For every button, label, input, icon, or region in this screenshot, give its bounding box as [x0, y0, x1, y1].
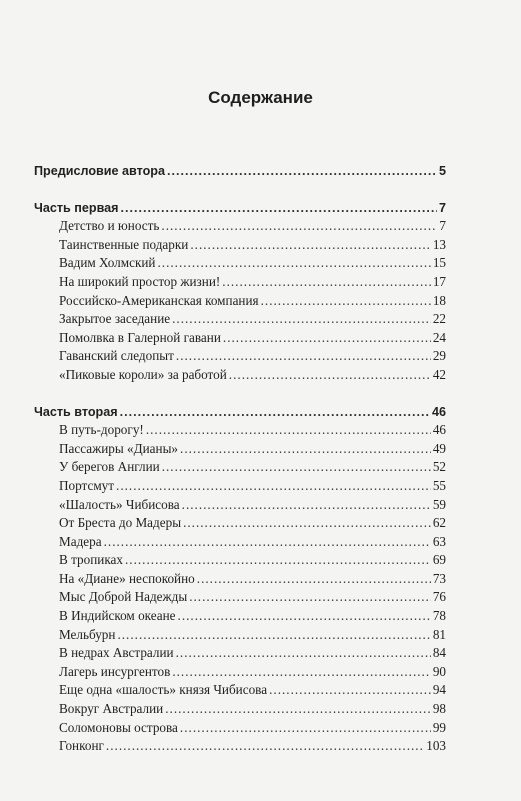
toc-chapter-entry: [34, 366, 446, 385]
toc-entry-label: Пассажиры «Дианы»: [59, 440, 179, 456]
toc-chapter-entry: [34, 626, 446, 645]
toc-entry-label: Детство и юность: [59, 218, 160, 234]
toc-chapter-entry: [34, 681, 446, 700]
toc-chapter-entry: [34, 737, 446, 756]
toc-entry-label: В недрах Австралии: [59, 645, 174, 661]
dot-leader: [125, 551, 431, 570]
toc-entry-label: Лагерь инсургентов: [59, 663, 171, 679]
dot-leader: [161, 217, 437, 236]
toc-chapter-entry: [34, 477, 446, 496]
dot-leader: [178, 607, 431, 626]
toc-page-number: 17: [432, 273, 446, 289]
toc-page-number: 46: [431, 404, 446, 419]
dot-leader: [180, 440, 431, 459]
part-two-chapters: [34, 421, 446, 756]
toc-entry-label: Помолвка в Галерной гавани: [59, 329, 221, 345]
toc-page-number: 69: [432, 552, 446, 568]
dot-leader: [176, 347, 431, 366]
toc-chapter-entry: [34, 347, 446, 366]
dot-leader: [116, 477, 431, 496]
toc-page-number: 81: [432, 626, 446, 642]
toc-page-number: 63: [432, 533, 446, 549]
toc-page-number: 52: [432, 459, 446, 475]
toc-chapter-entry: [34, 254, 446, 273]
toc-entry-label: Мадера: [59, 533, 102, 549]
toc-page-number: 78: [432, 608, 446, 624]
dot-leader: [223, 329, 431, 348]
toc-chapter-entry: [34, 273, 446, 292]
toc-entry-label: Еще одна «шалость» князя Чибисова: [59, 682, 268, 698]
toc-entry-label: Соломоновы острова: [59, 719, 178, 735]
toc-chapter-entry: [34, 551, 446, 570]
dot-leader: [189, 588, 431, 607]
toc-page-number: 84: [432, 645, 446, 661]
toc-entry-label: Часть вторая: [34, 404, 118, 419]
toc-chapter-entry: [34, 292, 446, 311]
toc-page-number: 49: [432, 440, 446, 456]
toc-entry-label: Мыс Доброй Надежды: [59, 589, 188, 605]
toc-part-one: [34, 199, 446, 218]
page-title: Содержание: [208, 88, 313, 107]
toc-chapter-entry: [34, 570, 446, 589]
toc-preface: [34, 162, 446, 181]
toc-entry-label: Гаванский следопыт: [59, 348, 174, 364]
toc-chapter-entry: [34, 514, 446, 533]
toc-chapter-entry: [34, 236, 446, 255]
toc-entry-label: Таинственные подарки: [59, 236, 189, 252]
dot-leader: [117, 626, 430, 645]
dot-leader: [190, 236, 430, 255]
toc-entry-label: Портсмут: [59, 477, 115, 493]
toc-chapter-entry: [34, 440, 446, 459]
dot-leader: [183, 514, 431, 533]
toc-entry-label: Закрытое заседание: [59, 311, 171, 327]
toc-entry-label: От Бреста до Мадеры: [59, 515, 182, 531]
toc-entry-label: Предисловие автора: [34, 164, 165, 178]
toc-chapter-entry: [34, 421, 446, 440]
toc-page-number: 15: [432, 255, 446, 271]
dot-leader: [172, 310, 431, 329]
toc-chapter-entry: [34, 217, 446, 236]
dot-leader: [197, 570, 431, 589]
toc-page-number: 62: [432, 515, 446, 531]
dot-leader: [229, 366, 431, 385]
dot-leader: [146, 421, 431, 440]
dot-leader: [182, 496, 431, 515]
dot-leader: [176, 644, 431, 663]
toc-entry-label: Вадим Холмский: [59, 255, 156, 271]
toc-page-number: 7: [439, 218, 446, 234]
toc-page-number: 46: [432, 422, 446, 438]
toc-entry-label: Часть первая: [34, 200, 119, 215]
toc-entry-label: «Пиковые короли» за работой: [59, 366, 227, 382]
dot-leader: [172, 663, 430, 682]
toc-entry-label: «Шалость» Чибисова: [59, 496, 180, 512]
toc-page-number: 103: [426, 738, 446, 754]
toc-entry-label: В тропиках: [59, 552, 123, 568]
toc-page-number: 13: [432, 236, 446, 252]
table-of-contents: [34, 162, 446, 756]
toc-page-number: 55: [432, 477, 446, 493]
toc-page-number: 94: [432, 682, 446, 698]
toc-chapter-entry: [34, 588, 446, 607]
toc-page-number: 90: [432, 663, 446, 679]
toc-page-number: 59: [432, 496, 446, 512]
dot-leader: [104, 533, 431, 552]
toc-entry-label: В Индийском океане: [59, 608, 176, 624]
toc-chapter-entry: [34, 719, 446, 738]
toc-page-number: 5: [438, 164, 446, 178]
toc-chapter-entry: [34, 644, 446, 663]
dot-leader: [180, 719, 431, 738]
toc-page-number: 99: [432, 719, 446, 735]
dot-leader: [165, 700, 431, 719]
toc-entry-label: У берегов Англии: [59, 459, 160, 475]
toc-page-number: 29: [432, 348, 446, 364]
toc-chapter-entry: [34, 329, 446, 348]
dot-leader: [167, 162, 437, 181]
toc-page-number: 73: [432, 570, 446, 586]
dot-leader: [162, 458, 431, 477]
dot-leader: [121, 199, 437, 218]
dot-leader: [222, 273, 431, 292]
toc-chapter-entry: [34, 458, 446, 477]
toc-page-number: 42: [432, 366, 446, 382]
dot-leader: [261, 292, 431, 311]
toc-page-number: 7: [438, 200, 446, 215]
toc-page-number: 18: [432, 292, 446, 308]
dot-leader: [157, 254, 430, 273]
toc-page-number: 98: [432, 701, 446, 717]
toc-page-number: 22: [432, 311, 446, 327]
toc-entry-label: Гонконг: [59, 738, 104, 754]
dot-leader: [106, 737, 424, 756]
toc-page-number: 76: [432, 589, 446, 605]
toc-chapter-entry: [34, 533, 446, 552]
toc-entry-label: На широкий простор жизни!: [59, 273, 221, 289]
dot-leader: [120, 403, 430, 422]
toc-entry-label: Мельбурн: [59, 626, 116, 642]
toc-entry-label: На «Диане» неспокойно: [59, 570, 195, 586]
toc-page-number: 24: [432, 329, 446, 345]
dot-leader: [269, 681, 431, 700]
part-one-chapters: [34, 217, 446, 384]
toc-chapter-entry: [34, 310, 446, 329]
toc-chapter-entry: [34, 607, 446, 626]
toc-part-two: [34, 403, 446, 422]
toc-chapter-entry: [34, 700, 446, 719]
toc-chapter-entry: [34, 663, 446, 682]
toc-chapter-entry: [34, 496, 446, 515]
toc-entry-label: Вокруг Австралии: [59, 701, 164, 717]
toc-entry-label: В путь-дорогу!: [59, 422, 144, 438]
toc-entry-label: Российско-Американская компания: [59, 292, 259, 308]
